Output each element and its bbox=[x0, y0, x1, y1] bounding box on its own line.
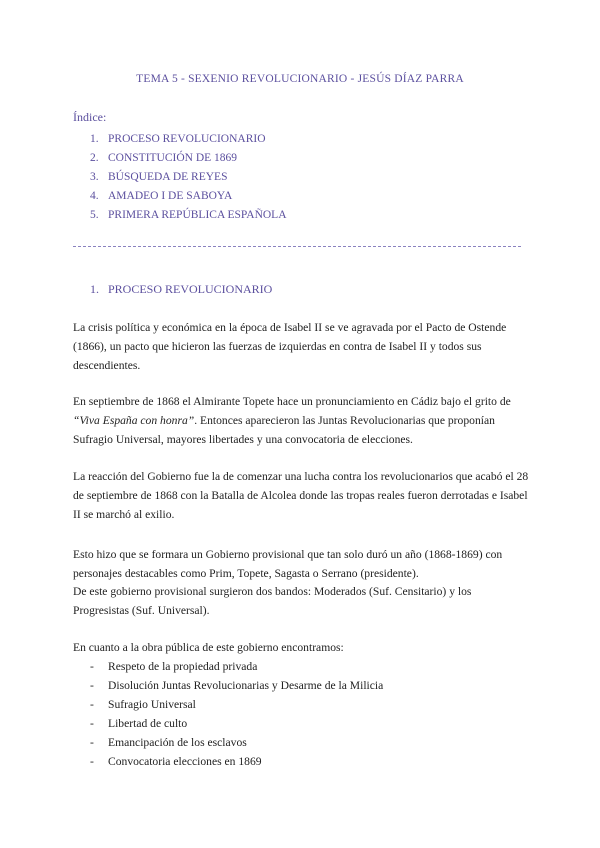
dash-marker: - bbox=[90, 717, 94, 730]
index-item-number: 5. bbox=[90, 209, 99, 221]
index-item-number: 1. bbox=[90, 133, 99, 145]
list-item bbox=[90, 752, 383, 771]
index-item-number: 4. bbox=[90, 190, 99, 202]
paragraph-alcolea: La reacción del Gobierno fue la de comenzar una lucha contra los revolucionarios que acabó el 28 de septiembre de 1868 con la Batalla de Alcolea donde las tropas reales fueron derrotadas e Isabel II se marchó al exilio. bbox=[73, 470, 529, 521]
index-item-label: CONSTITUCIÓN DE 1869 bbox=[108, 152, 238, 164]
section-heading bbox=[90, 282, 272, 297]
list-item-text: Emancipación de los esclavos bbox=[108, 736, 247, 749]
paragraph-topete bbox=[73, 392, 529, 449]
paragraph-bandos: De este gobierno provisional surgieron dos bandos: Moderados (Suf. Censitario) y los Progresistas (Suf. Universal). bbox=[73, 585, 472, 617]
public-works-list bbox=[90, 657, 383, 771]
index-item-label: PRIMERA REPÚBLICA ESPAÑOLA bbox=[108, 209, 287, 221]
section-heading-number: 1. bbox=[90, 282, 99, 296]
list-item-text: Respeto de la propiedad privada bbox=[108, 660, 258, 673]
list-item bbox=[90, 695, 383, 714]
dash-marker: - bbox=[90, 660, 94, 673]
index-list bbox=[90, 130, 287, 225]
index-item[interactable] bbox=[90, 206, 287, 225]
section-heading-label: PROCESO REVOLUCIONARIO bbox=[108, 282, 273, 296]
dash-marker: - bbox=[90, 755, 94, 768]
dash-marker: - bbox=[90, 679, 94, 692]
paragraph-obra-publica: En cuanto a la obra pública de este gobierno encontramos: bbox=[73, 641, 344, 654]
paragraph-topete-text-end: . Entonces aparecieron las Juntas Revolucionarias que proponían Sufragio Universal, mayores libertades y una convocatoria de elecciones. bbox=[73, 414, 495, 446]
index-item-number: 2. bbox=[90, 152, 99, 164]
index-item-number: 3. bbox=[90, 171, 99, 183]
list-item-text: Disolución Juntas Revolucionarias y Desarme de la Milicia bbox=[108, 679, 384, 692]
list-item-text: Libertad de culto bbox=[108, 717, 188, 730]
index-item[interactable] bbox=[90, 130, 287, 149]
list-item bbox=[90, 676, 383, 695]
index-item-label: BÚSQUEDA DE REYES bbox=[108, 171, 228, 183]
list-item bbox=[90, 714, 383, 733]
index-item-label: PROCESO REVOLUCIONARIO bbox=[108, 133, 266, 145]
list-item bbox=[90, 657, 383, 676]
paragraph-ostende: La crisis política y económica en la época de Isabel II se ve agravada por el Pacto de Ostende (1866), un pacto que hicieron las fuerzas de izquierdas en contra de Isabel II y todos sus descendientes. bbox=[73, 321, 507, 372]
paragraph-topete-quote: “Viva España con honra” bbox=[73, 414, 195, 427]
section-divider bbox=[73, 246, 521, 247]
index-item-label: AMADEO I DE SABOYA bbox=[108, 190, 233, 202]
paragraph-gobierno-provisional: Esto hizo que se formara un Gobierno provisional que tan solo duró un año (1868-1869) con personajes destacables como Prim, Topete, Sagasta o Serrano (presidente). bbox=[73, 548, 503, 580]
list-item-text: Sufragio Universal bbox=[108, 698, 196, 711]
index-item[interactable] bbox=[90, 149, 287, 168]
index-label: Índice: bbox=[73, 110, 107, 124]
document-title: TEMA 5 - SEXENIO REVOLUCIONARIO - JESÚS DÍAZ PARRA bbox=[136, 73, 464, 85]
list-item-text: Convocatoria elecciones en 1869 bbox=[108, 755, 262, 768]
index-item[interactable] bbox=[90, 187, 287, 206]
dash-marker: - bbox=[90, 736, 94, 749]
list-item bbox=[90, 733, 383, 752]
paragraph-topete-text: En septiembre de 1868 el Almirante Topete hace un pronunciamiento en Cádiz bajo el grito de bbox=[73, 395, 511, 408]
dash-marker: - bbox=[90, 698, 94, 711]
index-item[interactable] bbox=[90, 168, 287, 187]
